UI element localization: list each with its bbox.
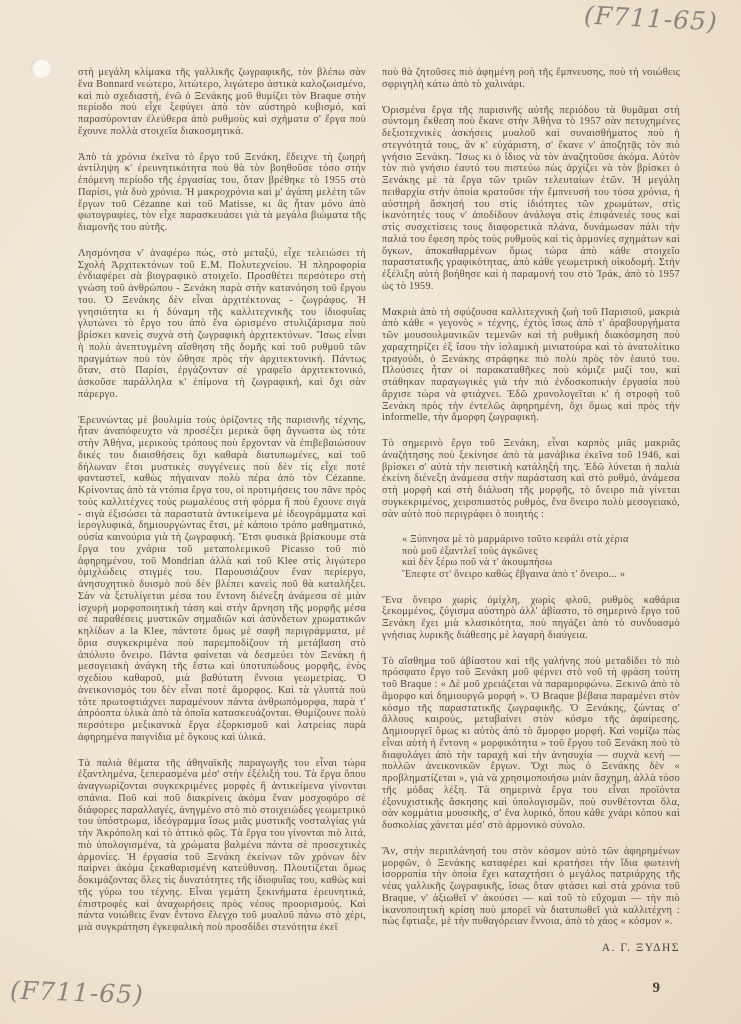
poem-line: Ἔπεφτε στ' ὄνειρο καθὼς ἔβγαινα ἀπὸ τ' ὄνειρο... » [402, 569, 626, 581]
paragraph: ποὺ θὰ ζητοῦσες πιὸ ἀφημένη ροὴ τῆς ἔμπνευσης, ποὺ τὴ νοιώθεις σφριγηλὴ κάτω ἀπὸ τὸ χαλινάρι. [382, 67, 680, 90]
paragraph: Ὁρισμένα ἔργα τῆς παρισινῆς αὐτῆς περιόδου τὰ θυμᾶμαι στὴ σύντομη ἔκθεση ποὺ ἔκανε στὴν Ἀθήνα τὸ 1957 σὰν πετυχημένες δεξιοτεχνικὲς ἀσκήσεις μυαλοῦ καὶ συναισθήματος ποὺ ἡ στεγνότητά τους, ἂν κ' εὐχάριστη, σ' ἔκανε ν' ἀποζητᾷς τὸν πιὸ γνήσιο Ξενάκη. Ἴσως κι ὁ ἴδιος νὰ τὸν ἀναζητοῦσε ἀκόμα. Αὐτὸν τὸν πιὸ γνήσιο ἑαυτό του πιστεύω πὼς ἀρχίζει νὰ τὸν βρίσκει ὁ Ξενάκης μὲ τὰ ἔργα τῶν τριῶν τελευταίων ἐτῶν. Ἡ μεγάλη πειθαρχία στὴν ὁποία κρατοῦσε τὴν ἔμπνευσή του τόσα χρόνια, ἡ αὐστηρὴ ἄσκησή του στὶς ἰδιότητες τῶν χρωμάτων, στὶς ἱκανότητές τους ν' ἀποδίδουν ἀνάλογα στὶς ἐπιφάνειές τους καὶ στὶς συσχετίσεις τους διαφορετικὰ πλάνα, δυνάμωσαν πάλι τὴν παλιά του ἔφεση πρὸς τοὺς ρυθμοὺς καὶ τὶς ἁρμονίες σχημάτων καὶ ὄγκων, ἀποκαθαρμένων ὅμως τώρα ἀπὸ κάθε στοιχεῖο παραστατικῆς γραφικότητας, ἀπὸ κάθε γεωμετρικὴ οἰκοδομή. Στὴν ἐξέλιξη αὐτὴ βοήθησε καὶ ἡ παραμονή του στὸ Ἰράκ, ἀπὸ τὸ 1957 ὡς τὸ 1959. [382, 104, 680, 292]
paragraph: Τὰ παλιὰ θέματα τῆς ἀθηναϊκῆς παραγωγῆς του εἶναι τώρα ἐξαντλημένα, ξεπερασμένα μέσ' στὴν ἐξέλιξή του. Τὰ ἔργα ὅπου ἀναγνωρίζονται συγκεκριμένες μορφὲς ἢ ἀντικείμενα γίνονται σπάνια. Ποῦ καὶ ποῦ διακρίνεις ἀκόμα ἕναν μοσχοφόρο σὲ διάφορες παραλλαγές, ἀνηγμένο στὸ πιὸ στοιχειώδες γεωμετρικό του ὑπόστρωμα, ἰδεόγραμμα ἴσως μιᾶς μυστικῆς νοσταλγίας γιὰ τὴν Ἀκρόπολη καὶ τὸ ἀττικὸ φῶς. Τὰ ἔργα του γίνονται πιὸ λιτά, πιὸ ὑπολογισμένα, τὰ χρώματα βαλμένα πάντα σὲ προσεχτικὲς ἁρμονίες. Ἡ ἐργασία τοῦ Ξενάκη ἐκείνων τῶν χρόνων δὲν παίρνει ἀκόμα ξεκαθαρισμένη κατεύθυνση. Πλουτίζεται ὅμως δοκιμάζοντας ὅλες τὶς δυνατότητες τῆς ἰδιοφυΐας του, καθὼς καὶ τῆς γύρω του τέχνης. Εἶναι γεμάτη ξεκινήματα ἐρευνητικά, ἐπιστροφὲς καὶ ἀναχωρήσεις πρὸς νέους προορισμούς. Καὶ πάντα νοιώθεις ἕναν ἔντονο ἔλεγχο τοῦ μυαλοῦ πάνω στὸ χέρι, μιὰ συγκράτηση ἐγκεφαλικὴ ποὺ προσδίδει στενότητα ἐκεῖ [78, 757, 366, 933]
poem-line: « Ξύπνησα μὲ τὸ μαρμάρινο τοῦτο κεφάλι στὰ χέρια [402, 534, 629, 546]
paragraph: Ἕνα ὄνειρο χωρὶς ὁμίχλη, χωρὶς φλοῦ, ρυθμὸς καθάρια ξεκομμένος, ζύγισμα αὐστηρὸ ἀλλ' ἀβίαστο, τὸ σημερινὸ ἔργο τοῦ Ξενάκη ἔχει μιὰ κλασικότητα, ποὺ πηγάζει ἀπὸ τὸ συνδυασμὸ γνήσιας λυρικῆς διάθεσης μὲ λαγαρὴ διαύγεια. [382, 594, 680, 641]
paragraph: Λησμόνησα ν' ἀναφέρω πώς, στὸ μεταξύ, εἶχε τελειώσει τὴ Σχολὴ Ἀρχιτεκτόνων τοῦ Ε.Μ. Πολυτεχνείου. Ἡ πληροφορία ἐνδιαφέρει σὰ βιογραφικὸ στοιχεῖο. Προσθέτει περσότερο στὴ γνώση τοῦ ἀνθρώπου - Ξενάκη παρὰ στὴν κατανόηση τοῦ ἔργου του. Ὁ Ξενάκης δὲν εἶναι ἀρχιτέκτονας - ζωγράφος. Ἡ γνησιότητα κι ἡ δύναμη τῆς καλλιτεχνικῆς του ἰδιοφυΐας γλυτώνει τὸ ἔργο του ἀπὸ ἕνα ὡρισμένο στυλιζάρισμα ποὺ βρίσκει κανεὶς συχνὰ στὴ ζωγραφικὴ ἀρχιτεκτόνων. Ἴσως εἶναι ἡ πολὺ ἀνεπτυγμένη αἴσθηση τῆς δομῆς καὶ τοῦ ρυθμοῦ τῶν πραγμάτων ποὺ τὸν ὤθησε πρὸς τὴν ἀρχιτεκτονική. Πάντως ὅταν, στὸ Παρίσι, ἐργάζονταν σὲ γραφεῖο ἀρχιτεκτονικό, ἀσκοῦσε παράλληλα κ' ἐπίμονα τὴ ζωγραφική, καὶ ὄχι σὰν πάρεργο. [78, 247, 366, 400]
page-number: 9 [652, 980, 660, 997]
handwritten-reference-top: (F711-65) [583, 0, 719, 37]
paragraph: Ἄν, στὴν περιπλάνησή του στὸν κόσμον αὐτὸ τῶν ἀφηρημένων μορφῶν, ὁ Ξενάκης καταφέρει καὶ κρατήσει τὴν ἴδια φωτεινὴ ἰσορροπία τὴν ὁποία ἔχει καταχτήσει ὁ μεγάλος πατριάρχης τῆς νέας γαλλικῆς ζωγραφικῆς, ἴσως ὅταν φτάσει καὶ στὰ χρόνια τοῦ Braque, ν' ἀξιωθεῖ ν' ἀκούσει — καὶ τοῦ τὸ εὔχομαι — τὴν πιὸ ἱκανοποιητικὴ κρίση ποὺ μπορεῖ νὰ διατυπωθεῖ γιὰ καλλιτέχνη : πὼς ἔφτιαξε, μὲ τὴν πυθαγόρειαν ἔννοια, ἀπὸ τὸ χάος « κόσμον ». [382, 845, 680, 928]
handwritten-reference-bottom: (F711-65) [9, 975, 145, 1010]
author-signature: Α. Γ. ΞΥΔΗΣ [601, 942, 680, 955]
paragraph: Τὸ σημερινὸ ἔργο τοῦ Ξενάκη, εἶναι καρπὸς μιᾶς μακριᾶς ἀναζήτησης ποὺ ξεκίνησε ἀπὸ τὰ μανάβικα ἐκεῖνα τοῦ 1946, καὶ βρίσκει σ' αὐτὰ τὴν πειστικὴ κατάληξή της. Ἐδῶ λύνεται ἡ παλιὰ ἐκείνη διένεξη ἀνάμεσα στὴν παράσταση καὶ στὸ ρυθμό, ἀνάμεσα στὴ μορφὴ καὶ στὴ διάλυση τῆς μορφῆς, τὸ ὄνειρο πιὰ γίνεται συγκεκριμένος, χειροπιαστὸς ρυθμός, ἕνα ὄνειρο πολὺ μεσογειακό, σὰν αὐτὸ ποὺ περιγράφει ὁ ποιητής : [382, 438, 680, 520]
right-column [382, 67, 680, 997]
left-column [9, 67, 366, 1010]
paragraph: Τὸ αἴσθημα τοῦ ἀβίαστου καὶ τῆς γαλήνης ποὺ μεταδίδει τὸ πιὸ πρόσφατο ἔργο τοῦ Ξενάκη μοῦ φέρνει στὸ νοῦ τὴ φράση τούτη τοῦ Braque : « Δὲ μοῦ χρειάζεται νὰ παραμορφώνω. Ξεκινῶ ἀπὸ τὸ ἄμορφο καὶ δημιουργῶ μορφή ». Ὁ Braque βέβαια παραμένει στὸν κόσμο τῆς παραστατικῆς ζωγραφικῆς. Ὁ Ξενάκης, ζώντας σ' ἄλλους καιρούς, μεταβαίνει στὸν κόσμο τῆς ἀφαίρεσης. Δημιουργεῖ ὅμως κι αὐτὸς ἀπὸ τὸ ἄμορφο μορφή. Καὶ νομίζω πὼς εἶναι αὐτὴ ἡ ἔντονη « μορφικότητα » τοῦ ἔργου τοῦ Ξενάκη ποὺ τὸ διαφυλάγει ἀπὸ τὴν ταραχὴ καὶ τὴν ἀνησυχία — συχνὰ κενὴ — πολλῶν ἀνεικονικῶν ἔργων. Ὄχι πὼς ὁ Ξενάκης δὲν « προβληματίζεται », γιὰ νὰ χρησιμοποιήσω μιὰν ἄσχημη, ἀλλὰ τόσο τῆς μόδας λέξη. Τὰ σημερινὰ ἔργα του εἶναι προϊόντα ἐξονυχιστικῆς ἄσκησης καὶ ὑπολογισμῶν, ποὺ συνθέτονται ὅλα, σὰν κομμάτια μουσικῆς, σ' ἕνα λυρικό, ὅπου κάθε χνάρι κόπου καὶ δυσκολίας χάνεται μέσ' στὸ ἁρμονικὸ σύνολο. [382, 655, 680, 832]
paragraph: Ἐρευνώντας μὲ βουλιμία τοὺς ὁρίζοντες τῆς παρισινῆς τέχνης, ἦταν ἀναπόφευχτο νὰ προσέξει μερικὰ ὕφη ἄγνωστα ὡς τότε στὴν Ἀθήνα, μερικοὺς τρόπους ποὺ ἔρχονταν νὰ ἐπιβεβαιώσουν δικές του διαισθήσεις ὄχι καθαρὰ διατυπωμένες, καὶ τοῦ δήλωναν ἔτσι μυστικὲς συγγένειες ποὺ δὲν τὶς εἶχε ποτὲ φανταστεῖ, καθὼς πήγαιναν πολὺ πέρα ἀπὸ τὸν Cézanne. Κρίνοντας ἀπὸ τὰ ντόπια ἔργα του, οἱ προτιμήσεις του πᾶνε πρὸς τοὺς καλλιτέχνες τοὺς ρωμαλέους στὴ φόρμα ἢ ποὺ ἔχουνε σιγὰ - σιγὰ ἐξισώσει τὰ παραστατὰ ἀντικείμενα μὲ ἰδεογράμματα καὶ ἱερογλυφικά, δημιουργώντας ἔτσι, μὲ κάποιο τρόπο μαθηματικό, οὐσία καινούρια γιὰ τὴ ζωγραφική. Ἔτσι φυσικὰ βρίσκουμε στὰ ἔργα του χνάρια τοῦ μεταπολεμικοῦ Picasso τοῦ πιὸ ἀφηρημένου, τοῦ Mondrian ἀλλὰ καὶ τοῦ Klee στὶς λιγώτερο ὁμιχλώδεις στιγμές του. Παρουσιάζουν ἕναν περίεργο, ἀνησυχητικὸ δυισμὸ ποὺ δὲν βλέπει κανεὶς ποῦ θὰ καταλήξει. Σὰν νὰ ξετυλίγεται μέσα του ἔντονη διένεξη ἀνάμεσα σὲ μιὰν ἰσχυρὴ μορφοποιητικὴ τάση καὶ στὴν ἄρνηση τῆς μορφῆς μέσα σὲ παραθέσεις μυστικῶν σημαδιῶν καὶ ἀσύνδετων χρωματικῶν κηλίδων a la Klee, πάντοτε ὅμως μὲ σαφῆ περιγράμματα, μὲ ὅρια συγκεκριμένα ποὺ παρεμποδίζουν τὴ μετάβαση στὸ ἀπόλυτο ὄνειρο. Πάντα φαίνεται νὰ δεσμεύει τὸν Ξενάκη ἡ μεσογειακὴ ἀνάγκη τῆς ἔστω καὶ ὑποτυπώδους μορφῆς, ἑνὸς σχεδίου καθαροῦ, μιὰ βαθύτατη ἔννοια γεωμετρίας. Ὁ ἀνεικονισμός του δὲν εἶναι ποτὲ ἄμορφος. Καὶ τὰ γλυπτὰ ποὺ τότε πρωτοφτιάχνει παραμένουν πάντα ἀνθρωπόμορφα, παρὰ τ' ἀπρόοπτα ὑλικὰ ἀπὸ τὰ ὁποῖα κατασκευάζονται. Θυμίζουνε πολὺ περσότερο μεξικανικὰ ἔργα ἐξορκισμοῦ καὶ λατρείας παρὰ ἀφηρημένα παιγνίδια μὲ ὄγκους καὶ ὑλικά. [78, 414, 366, 743]
poem-line: ποὺ μοῦ ἐξαντλεῖ τοὺς ἀγκῶνες [402, 545, 538, 557]
punch-hole [31, 58, 51, 78]
paragraph: στὴ μεγάλη κλίμακα τῆς γαλλικῆς ζωγραφικῆς, τὸν βλέπω σὰν ἕνα Bonnard νεώτερο, λιτώτερο, λιγώτερο ἀστικὰ καλοζωισμένο, καὶ πιὸ σχεδιαστή, ἐνῶ ὁ Ξενάκης μοῦ θυμίζει τὸν Braque στὴν περίοδο ποὺ εἶχε ξεφύγει ἀπὸ τὸν αὐστηρὸ κυβισμό, καὶ παρασύρονταν ἐλεύθερα ἀπὸ ρυθμοὺς καὶ σχήματα σ' ἔργα ποὺ ἔχουνε πολλὰ στοιχεῖα διακοσμητικά. [78, 67, 366, 137]
paragraph: Ἀπὸ τὰ χρόνια ἐκεῖνα τὸ ἔργο τοῦ Ξενάκη, ἔδειχνε τὴ ζωηρὴ ἀντίληψη κ' ἐρευνητικότητα ποὺ θὰ τὸν βοηθοῦσε τόσο στὴν ἑπόμενη περίοδο τῆς ἐργασίας του, ὅταν βρέθηκε τὸ 1955 στὸ Παρίσι, γιὰ δυὸ χρόνια. Ἡ μακροχρόνια καὶ μ' ἀγάπη μελέτη τῶν ἔργων τοῦ Cézanne καὶ τοῦ Matisse, κι ἂς ἦταν μόνο ἀπὸ φωτογραφίες, τὸν εἶχε παρασκευάσει γιὰ τὰ μεγάλα βιώματα τῆς διαμονῆς του αὐτῆς. [78, 151, 366, 233]
poem-line: καὶ δὲν ξέρω ποῦ νὰ τ' ἀκουμπήσω [402, 557, 553, 569]
paragraph: Μακριὰ ἀπὸ τὴ σφύζουσα καλλιτεχνικὴ ζωὴ τοῦ Παρισιοῦ, μακριὰ ἀπὸ κάθε « γεγονὸς » τέχνης, ἐχτὸς ἴσως ἀπὸ τ' ἀραβουργήματα τῶν μουσουλμανικῶν τεμενῶν καὶ τὴ ρυθμικὴ διακόσμηση ποὺ χαραχτηρίζει ἐξ ἴσου τὴν ἰσλαμικὴ μινιατούρα καὶ τὸ ἀνατολίτικο τραγούδι, ὁ Ξενάκης στράφηκε πιὸ πολὺ πρὸς τὸν ἑαυτό του. Πλούσιες ἦταν οἱ παρακαταθῆκες ποὺ κόμιζε μαζί του, καὶ στάθηκαν παραγωγικὲς γιὰ τὴν πιὸ ἐνδοσκοπικὴν ἐργασία ποὺ ἄρχισε τώρα νὰ φτιάχνει. Ἐδῶ χρονολογεῖται κ' ἡ στροφὴ τοῦ Ξενάκη πρὸς τὴν ἐντελῶς ἀφηρημένη, ὄχι ὅμως καὶ πρὸς τὴν informelle, τὴν ἄμορφη ζωγραφική. [382, 306, 680, 424]
poem-quote [402, 534, 680, 580]
